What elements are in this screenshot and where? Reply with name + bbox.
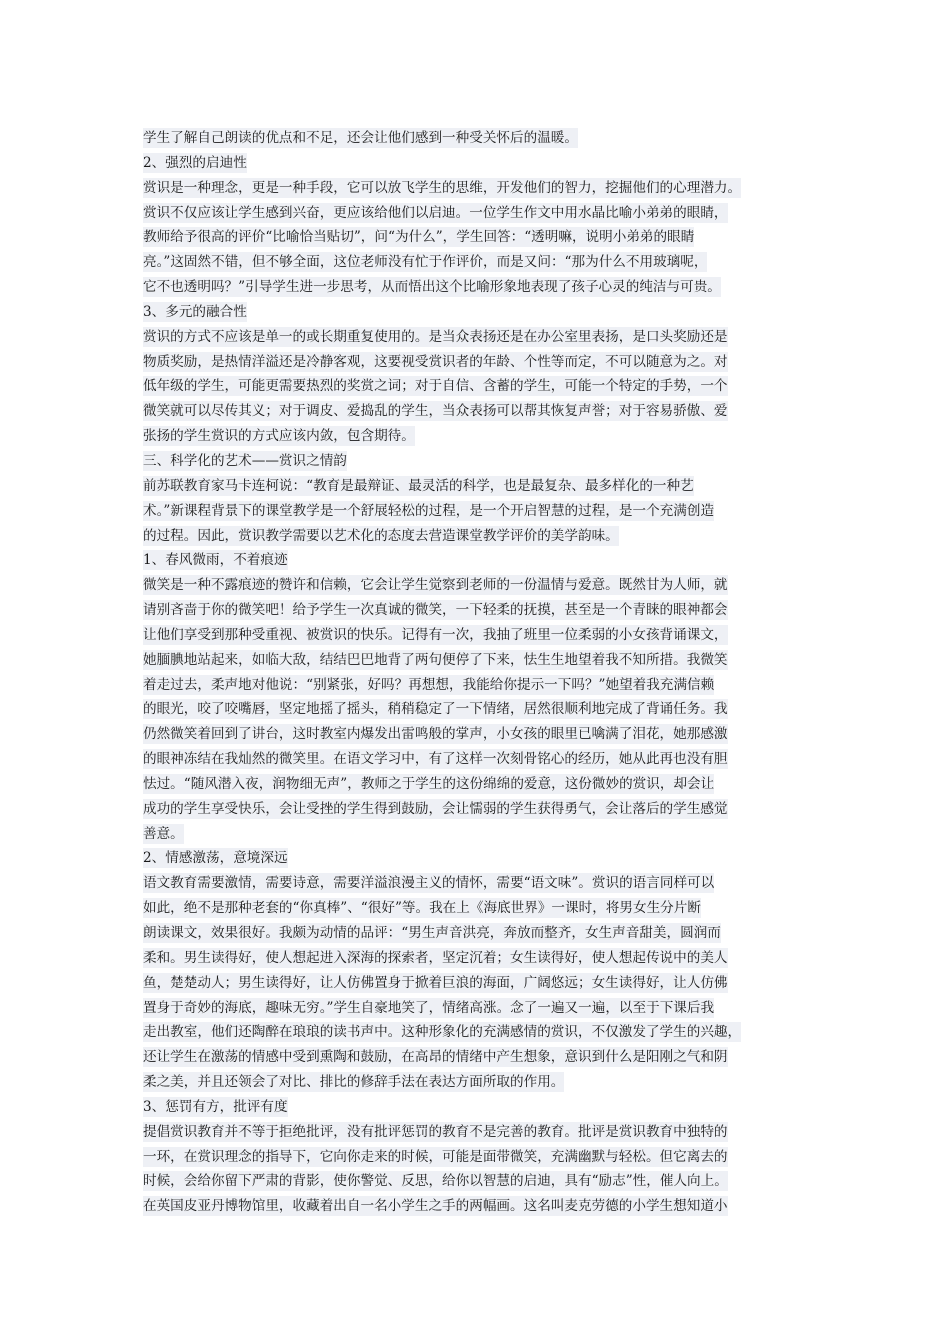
text-span: 前苏联教育家马卡连柯说：“教育是最辩证、最灵活的科学，也是最复杂、最多样化的一种艺: [143, 477, 694, 494]
text-line: [143, 176, 833, 201]
text-span: 赏识不仅应该让学生感到兴奋，更应该给他们以启迪。一位学生作文中用水晶比喻小弟弟的眼睛，: [143, 204, 728, 221]
text-line: [143, 797, 833, 822]
chapter-heading: [143, 449, 833, 474]
text-line: [143, 499, 833, 524]
text-span: 亮。”这固然不错，但不够全面，这位老师没有忙于作评价，而是又问：“那为什么不用玻璃呢，: [143, 254, 708, 271]
text-line: [143, 722, 833, 747]
text-line: [143, 474, 833, 499]
text-line: [143, 1194, 833, 1219]
text-span: 微笑就可以尽传其义；对于调皮、爱捣乱的学生，当众表扬可以帮其恢复声誉；对于容易骄傲、爱: [143, 403, 728, 420]
text-span: 3、惩罚有方，批评有度: [143, 1098, 288, 1115]
text-line: [143, 325, 833, 350]
text-span: 在英国皮亚丹博物馆里，收藏着出自一名小学生之手的两幅画。这名叫麦克劳德的小学生想知道小: [143, 1198, 728, 1215]
text-span: 请别吝啬于你的微笑吧！给予学生一次真诚的微笑，一下轻柔的抚摸，甚至是一个青睐的眼神都会: [143, 602, 728, 619]
text-line: [143, 275, 833, 300]
document-body: [143, 126, 833, 1219]
text-span: 善意。: [143, 825, 184, 842]
text-line: [143, 896, 833, 921]
text-line: [143, 225, 833, 250]
text-span: 赏识是一种理念，更是一种手段，它可以放飞学生的思维，开发他们的智力，挖掘他们的心理潜力。: [143, 179, 742, 196]
text-span: 仍然微笑着回到了讲台，这时教室内爆发出雷鸣般的掌声，小女孩的眼里已噙满了泪花，她那感激: [143, 726, 728, 743]
text-line: [143, 573, 833, 598]
text-span: 鱼，楚楚动人；男生读得好，让人仿佛置身于掀着巨浪的海面，广阔悠远；女生读得好，让人仿佛: [143, 974, 728, 991]
text-line: [143, 871, 833, 896]
text-span: 提倡赏识教育并不等于拒绝批评，没有批评惩罚的教育不是完善的教育。批评是赏识教育中独特的: [143, 1123, 728, 1140]
text-line: [143, 126, 833, 151]
section-heading: [143, 1095, 833, 1120]
text-span: 成功的学生享受快乐，会让受挫的学生得到鼓励，会让懦弱的学生获得勇气，会让落后的学生感觉: [143, 800, 728, 817]
section-heading: [143, 151, 833, 176]
text-line: [143, 971, 833, 996]
text-line: [143, 1020, 833, 1045]
text-line: [143, 424, 833, 449]
text-line: [143, 598, 833, 623]
text-span: 走出教室，他们还陶醉在琅琅的读书声中。这种形象化的充满感情的赏识，不仅激发了学生的兴趣，: [143, 1024, 742, 1041]
text-line: [143, 673, 833, 698]
text-span: 柔和。男生读得好，使人想起进入深海的探索者，坚定沉着；女生读得好，使人想起传说中的美人: [143, 949, 728, 966]
text-line: [143, 350, 833, 375]
text-span: 柔之美，并且还领会了对比、排比的修辞手法在表达方面所取的作用。: [143, 1074, 565, 1091]
text-line: [143, 1045, 833, 1070]
text-line: [143, 1120, 833, 1145]
text-span: 术。”新课程背景下的课堂教学是一个舒展轻松的过程，是一个开启智慧的过程，是一个充满创造: [143, 502, 715, 519]
section-heading: [143, 300, 833, 325]
text-span: 赏识的方式不应该是单一的或长期重复使用的。是当众表扬还是在办公室里表扬，是口头奖励还是: [143, 328, 728, 345]
text-line: [143, 623, 833, 648]
text-line: [143, 1169, 833, 1194]
text-line: [143, 747, 833, 772]
text-span: 的眼光，咬了咬嘴唇，坚定地摇了摇头，稍稍稳定了一下情绪，居然很顺利地完成了背诵任务。我: [143, 701, 728, 718]
text-span: 1、春风微雨，不着痕迹: [143, 552, 288, 569]
text-span: 怯过。“随风潜入夜，润物细无声”，教师之于学生的这份绵绵的爱意，这份微妙的赏识，却会让: [143, 775, 715, 792]
text-line: [143, 648, 833, 673]
text-line: [143, 772, 833, 797]
text-line: [143, 822, 833, 847]
text-line: [143, 374, 833, 399]
text-span: 教师给予很高的评价“比喻恰当贴切”，问“为什么”，学生回答：“透明嘛，说明小弟弟的眼睛: [143, 229, 695, 246]
text-span: 2、强烈的启迪性: [143, 154, 247, 171]
text-line: [143, 399, 833, 424]
text-span: 学生了解自己朗读的优点和不足，还会让他们感到一种受关怀后的温暖。: [143, 130, 578, 146]
text-line: [143, 250, 833, 275]
text-span: 微笑是一种不露痕迹的赞许和信赖，它会让学生觉察到老师的一份温情与爱意。既然甘为人师，就: [143, 577, 728, 594]
text-span: 置身于奇妙的海底，趣味无穷。”学生自豪地笑了，情绪高涨。念了一遍又一遍，以至于下课后我: [143, 999, 715, 1016]
text-span: 让他们享受到那种受重视、被赏识的快乐。记得有一次，我抽了班里一位柔弱的小女孩背诵课文，: [143, 626, 728, 643]
text-line: [143, 996, 833, 1021]
text-span: 2、情感激荡，意境深远: [143, 850, 288, 867]
text-line: [143, 201, 833, 226]
text-span: 着走过去，柔声地对他说：“别紧张，好吗？再想想，我能给你提示一下吗？”她望着我充满信赖: [143, 676, 715, 693]
text-span: 它不也透明吗？”引导学生进一步思考，从而悟出这个比喻形象地表现了孩子心灵的纯洁与可贵。: [143, 279, 721, 296]
text-line: [143, 921, 833, 946]
text-span: 的眼神冻结在我灿然的微笑里。在语文学习中，有了这样一次刻骨铭心的经历，她从此再也没有胆: [143, 751, 728, 768]
text-span: 张扬的学生赏识的方式应该内敛，包含期待。: [143, 428, 415, 445]
text-span: 物质奖励，是热情洋溢还是冷静客观，这要视受赏识者的年龄、个性等而定，不可以随意为之。对: [143, 353, 728, 370]
text-span: 3、多元的融合性: [143, 303, 247, 320]
text-span: 低年级的学生，可能更需要热烈的奖赏之词；对于自信、含蓄的学生，可能一个特定的手势，一个: [143, 378, 728, 395]
section-heading: [143, 846, 833, 871]
text-span: 的过程。因此，赏识教学需要以艺术化的态度去营造课堂教学评价的美学韵味。: [143, 527, 619, 544]
text-line: [143, 1145, 833, 1170]
text-span: 语文教育需要激情，需要诗意，需要洋溢浪漫主义的情怀，需要“语文味”。赏识的语言同样可以: [143, 875, 715, 892]
text-span: 一环，在赏识理念的指导下，它向你走来的时候，可能是面带微笑，充满幽默与轻松。但它离去的: [143, 1148, 728, 1165]
text-span: 朗读课文，效果很好。我颇为动情的品评：“男生声音洪亮，奔放而整齐，女生声音甜美，圆润而: [143, 925, 721, 941]
text-span: 如此，绝不是那种老套的“你真棒”、“很好”等。我在上《海底世界》一课时，将男女生分片断: [143, 900, 701, 917]
text-line: [143, 946, 833, 971]
text-span: 还让学生在激荡的情感中受到熏陶和鼓励，在高昂的情绪中产生想象，意识到什么是阳刚之气和阴: [143, 1049, 728, 1066]
text-line: [143, 697, 833, 722]
section-heading: [143, 548, 833, 573]
text-span: 时候，会给你留下严肃的背影，使你警觉、反思，给你以智慧的启迪，具有“励志”性，催人向上。: [143, 1173, 728, 1190]
text-span: 她腼腆地站起来，如临大敌，结结巴巴地背了两句便停了下来，怯生生地望着我不知所措。我微笑: [143, 651, 728, 668]
text-line: [143, 524, 833, 549]
text-line: [143, 1070, 833, 1095]
text-span: 三、科学化的艺术——赏识之情韵: [143, 452, 347, 469]
